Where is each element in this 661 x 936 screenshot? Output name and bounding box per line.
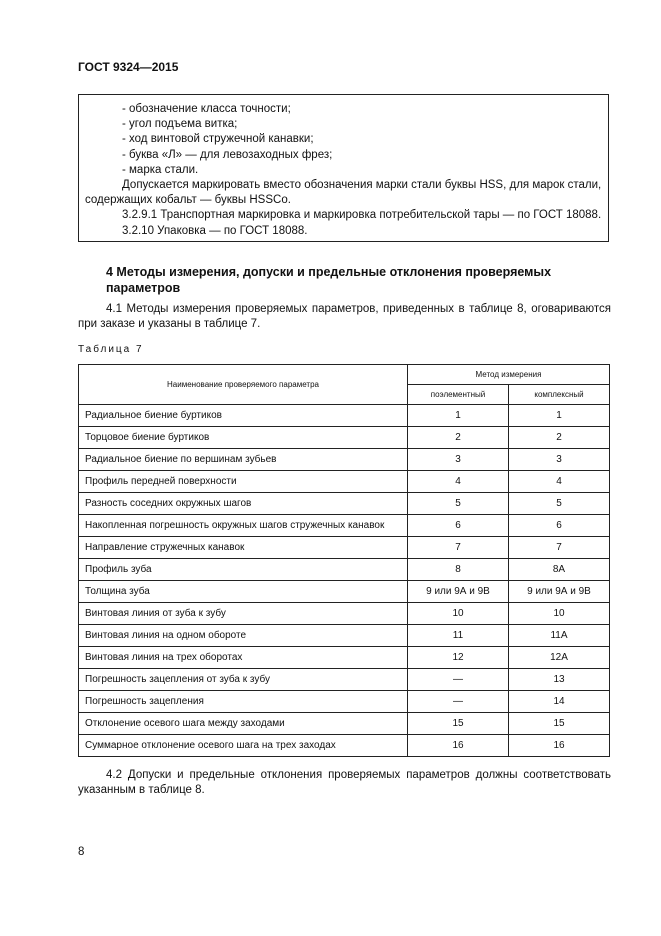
param-cell: Радиальное биение буртиков	[79, 405, 408, 427]
complex-cell: 11А	[509, 625, 610, 647]
table-row	[79, 735, 610, 757]
table-row	[79, 449, 610, 471]
elementwise-cell: 8	[408, 559, 509, 581]
list-item: - ход винтовой стружечной канавки;	[122, 133, 314, 146]
complex-cell: 15	[509, 713, 610, 735]
header-complex: комплексный	[509, 385, 610, 405]
param-cell: Профиль зуба	[79, 559, 408, 581]
table-row	[79, 647, 610, 669]
table-row	[79, 713, 610, 735]
complex-cell: 4	[509, 471, 610, 493]
elementwise-cell: 4	[408, 471, 509, 493]
section-title: 4 Методы измерения, допуски и предельные отклонения проверяемых параметров	[106, 265, 552, 295]
header-method: Метод измерения	[408, 365, 610, 385]
table-row	[79, 603, 610, 625]
table-row	[79, 537, 610, 559]
param-cell: Профиль передней поверхности	[79, 471, 408, 493]
elementwise-cell: —	[408, 669, 509, 691]
list-item: - угол подъема витка;	[122, 118, 238, 131]
complex-cell: 12А	[509, 647, 610, 669]
elementwise-cell: 1	[408, 405, 509, 427]
table-row	[79, 471, 610, 493]
elementwise-cell: 10	[408, 603, 509, 625]
paragraph: 3.2.9.1 Транспортная маркировка и маркировка потребительской тары — по ГОСТ 18088.	[122, 209, 602, 222]
complex-cell: 5	[509, 493, 610, 515]
elementwise-cell: —	[408, 691, 509, 713]
elementwise-cell: 2	[408, 427, 509, 449]
param-cell: Толщина зуба	[79, 581, 408, 603]
param-cell: Торцовое биение буртиков	[79, 427, 408, 449]
note-paragraph: Допускается маркировать вместо обозначения марки стали буквы HSS, для марок стали, содержащих кобальт — буквы HSSCo.	[85, 179, 602, 207]
complex-cell: 16	[509, 735, 610, 757]
complex-cell: 6	[509, 515, 610, 537]
elementwise-cell: 15	[408, 713, 509, 735]
param-cell: Суммарное отклонение осевого шага на трех заходах	[79, 735, 408, 757]
param-cell: Разность соседних окружных шагов	[79, 493, 408, 515]
elementwise-cell: 7	[408, 537, 509, 559]
header-elementwise: поэлементный	[408, 385, 509, 405]
elementwise-cell: 12	[408, 647, 509, 669]
complex-cell: 10	[509, 603, 610, 625]
param-cell: Винтовая линия от зуба к зубу	[79, 603, 408, 625]
table-caption: Таблица 7	[78, 344, 144, 355]
list-item: - марка стали.	[122, 163, 199, 176]
param-cell: Винтовая линия на трех оборотах	[79, 647, 408, 669]
table-row	[79, 691, 610, 713]
table-7	[78, 364, 610, 757]
header-param: Наименование проверяемого параметра	[79, 365, 408, 405]
param-cell: Радиальное биение по вершинам зубьев	[79, 449, 408, 471]
paragraph-4-1: 4.1 Методы измерения проверяемых параметров, приведенных в таблице 8, оговариваются при заказе и указаны в таблице 7.	[78, 303, 611, 330]
complex-cell: 3	[509, 449, 610, 471]
elementwise-cell: 9 или 9А и 9В	[408, 581, 509, 603]
complex-cell: 1	[509, 405, 610, 427]
param-cell: Погрешность зацепления от зуба к зубу	[79, 669, 408, 691]
list-item: - буква «Л» — для левозаходных фрез;	[122, 148, 333, 161]
list-item: - обозначение класса точности;	[122, 103, 291, 115]
complex-cell: 2	[509, 427, 610, 449]
complex-cell: 7	[509, 537, 610, 559]
paragraph-4-2: 4.2 Допуски и предельные отклонения проверяемых параметров должны соответствовать указанным в таблице 8.	[78, 769, 611, 796]
elementwise-cell: 5	[408, 493, 509, 515]
param-cell: Направление стружечных канавок	[79, 537, 408, 559]
page-number: 8	[78, 846, 85, 858]
elementwise-cell: 6	[408, 515, 509, 537]
table-row	[79, 427, 610, 449]
table-row	[79, 625, 610, 647]
complex-cell: 9 или 9А и 9В	[509, 581, 610, 603]
complex-cell: 13	[509, 669, 610, 691]
table-row	[79, 405, 610, 427]
table-row	[79, 669, 610, 691]
elementwise-cell: 16	[408, 735, 509, 757]
elementwise-cell: 3	[408, 449, 509, 471]
table-row	[79, 493, 610, 515]
param-cell: Погрешность зацепления	[79, 691, 408, 713]
document-header: ГОСТ 9324—2015	[78, 60, 179, 74]
table-row	[79, 581, 610, 603]
param-cell: Отклонение осевого шага между заходами	[79, 713, 408, 735]
table-row	[79, 559, 610, 581]
paragraph: 3.2.10 Упаковка — по ГОСТ 18088.	[122, 224, 308, 237]
table-row	[79, 515, 610, 537]
complex-cell: 14	[509, 691, 610, 713]
param-cell: Винтовая линия на одном обороте	[79, 625, 408, 647]
complex-cell: 8А	[509, 559, 610, 581]
framed-text-box	[78, 94, 609, 242]
param-cell: Накопленная погрешность окружных шагов стружечных канавок	[79, 515, 408, 537]
elementwise-cell: 11	[408, 625, 509, 647]
